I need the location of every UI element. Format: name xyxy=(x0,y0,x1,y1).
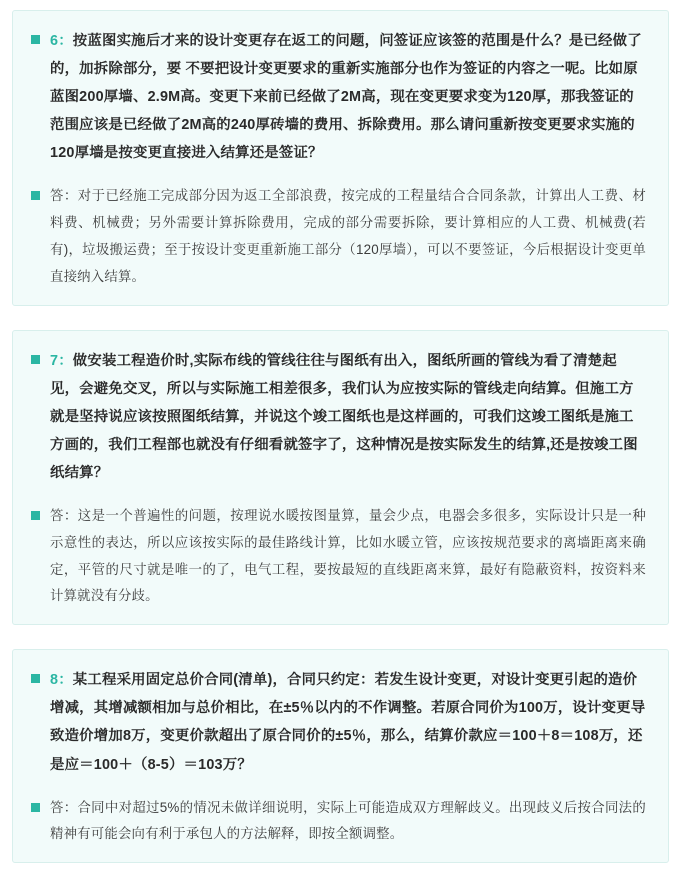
question-text: 某工程采用固定总价合同(清单)，合同只约定：若发生设计变更，对设计变更引起的造价增减，其增减额相加与总价相比，在±5％以内的不作调整。若原合同价为100万，设计变更导致造价增加8万，变更价款超出了原合同价的±5％，那么，结算价款应＝100＋8＝108万，还是应＝100＋（8-5）＝103万？ xyxy=(50,672,646,773)
answer-text: 这是一个普遍性的问题，按理说水暖按图量算，量会少点，电器会多很多，实际设计只是一种示意性的表达，所以应该按实际的最佳路线计算，比如水暖立管，应该按规范要求的离墙距离来确定，平管的尺寸就是唯一的了，电气工程，要按最短的直线距离来算，最好有隐蔽资料，按资料来计算就没有分歧。 xyxy=(50,508,646,604)
square-bullet-icon xyxy=(31,35,40,44)
question-block xyxy=(31,666,646,778)
answer-label: 答： xyxy=(50,799,78,815)
answer-label: 答： xyxy=(50,508,78,524)
answer-label: 答： xyxy=(50,188,78,204)
answer-block xyxy=(31,183,646,290)
question-body xyxy=(50,27,646,167)
square-bullet-icon xyxy=(31,355,40,364)
question-number: 7： xyxy=(50,352,73,369)
answer-text: 对于已经施工完成部分因为返工全部浪费，按完成的工程量结合合同条款，计算出人工费、材料费、机械费；另外需要计算拆除费用，完成的部分需要拆除，要计算相应的人工费、机械费(若有)，垃圾搬运费；至于按设计变更重新施工部分（120厚墙），可以不要签证，今后根据设计变更单直接纳入结算。 xyxy=(50,188,646,284)
qa-card xyxy=(12,10,669,306)
square-bullet-icon xyxy=(31,511,40,520)
qa-card xyxy=(12,330,669,626)
question-block xyxy=(31,347,646,487)
question-block xyxy=(31,27,646,167)
question-text: 做安装工程造价时,实际布线的管线往往与图纸有出入，图纸所画的管线为看了清楚起见，会避免交叉，所以与实际施工相差很多，我们认为应按实际的管线走向结算。但施工方就是坚持说应该按照图纸结算，并说这个竣工图纸也是这样画的，可我们这竣工图纸是施工方画的，我们工程部也就没有仔细看就签字了，这种情况是按实际发生的结算,还是按竣工图纸结算？ xyxy=(50,352,638,481)
question-body xyxy=(50,666,646,778)
answer-block xyxy=(31,503,646,610)
square-bullet-icon xyxy=(31,191,40,200)
answer-block xyxy=(31,795,646,849)
answer-text: 合同中对超过5%的情况未做详细说明，实际上可能造成双方理解歧义。出现歧义后按合同法的精神有可能会向有利于承包人的方法解释，即按全额调整。 xyxy=(50,799,646,842)
question-number: 6： xyxy=(50,33,73,49)
question-text: 按蓝图实施后才来的设计变更存在返工的问题，问签证应该签的范围是什么？是已经做了的，加拆除部分，要 不要把设计变更要求的重新实施部分也作为签证的内容之一呢。比如原蓝图200厚墙、2.9M高。变更下来前已经做了2M高，现在变更要求变为120厚，那我签证的范围应该是已经做了2M高的240厚砖墙的费用、拆除费用。那么请问重新按变更要求实施的120厚墙是按变更直接进入结算还是签证？ xyxy=(50,33,642,162)
question-body xyxy=(50,347,646,487)
qa-card xyxy=(12,649,669,863)
square-bullet-icon xyxy=(31,803,40,812)
question-number: 8： xyxy=(50,672,73,689)
square-bullet-icon xyxy=(31,674,40,683)
